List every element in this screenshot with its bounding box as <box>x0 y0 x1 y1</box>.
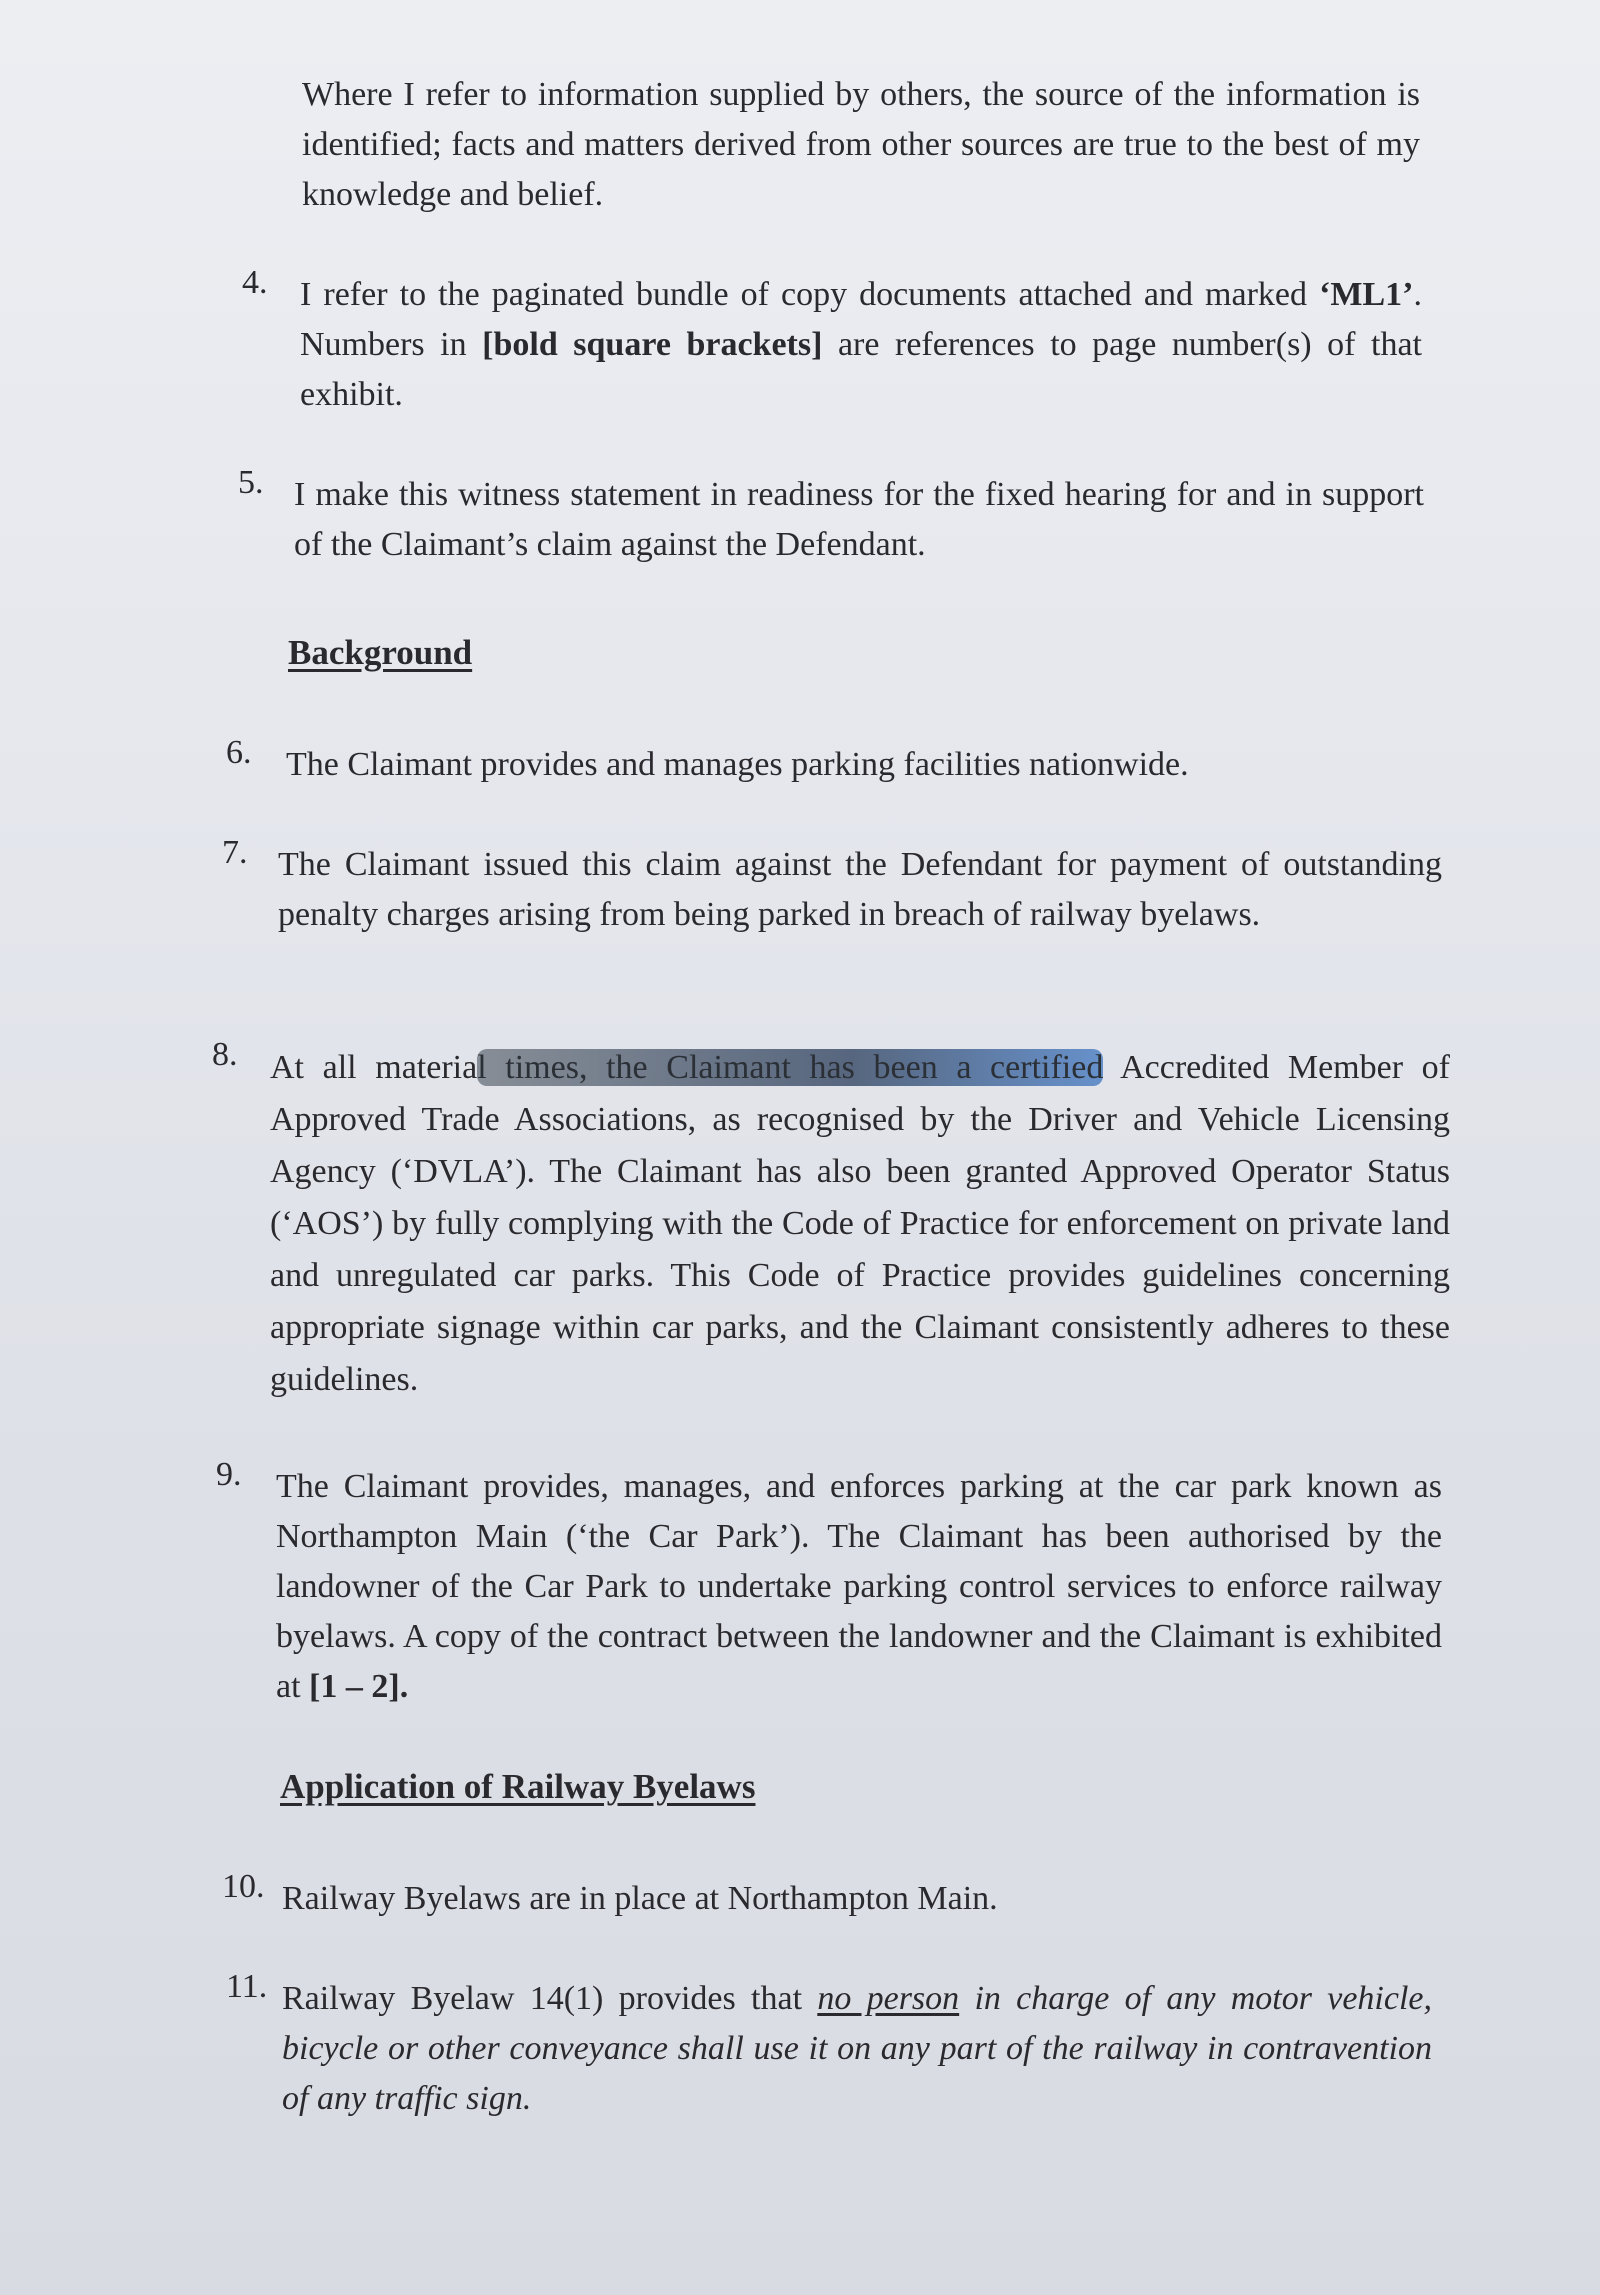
paragraph-10-text: Railway Byelaws are in place at Northampton Main. <box>282 1880 998 1917</box>
paragraph-8-text-b: Accredited Member of Approved Trade Associations, as recognised by the Driver and Vehicle Licensing Agency (‘DVLA’). The Claimant has also been granted Approved Operator Status (‘AOS’) by fully complying with the Code of Practice for enforcement on private land and unregulated car parks. This Code of Practice provides guidelines concerning appropriate signage within car parks, and the Claimant consistently adheres to these guidelines. <box>270 1049 1451 1398</box>
paragraph-9-number: 9. <box>216 1456 242 1493</box>
paragraph-4-number: 4. <box>242 264 268 301</box>
paragraph-9 <box>276 1462 1442 1712</box>
paragraph-8-number: 8. <box>212 1036 238 1073</box>
paragraph-7-text: The Claimant issued this claim against the Defendant for payment of outstanding penalty charges arising from being parked in breach of railway byelaws. <box>278 846 1442 933</box>
paragraph-8 <box>270 1042 1450 1406</box>
redaction-marker: l times, the Claimant has been a certified <box>477 1049 1104 1086</box>
paragraph-8-text-a: At all materia <box>270 1049 478 1086</box>
paragraph-10 <box>282 1874 1442 1924</box>
paragraph-7 <box>278 840 1442 940</box>
exhibit-page-reference: [1 – 2]. <box>309 1668 409 1705</box>
heading-background: Background <box>288 633 473 672</box>
paragraph-6-text: The Claimant provides and manages parking facilities nationwide. <box>286 746 1189 783</box>
paragraph-11 <box>282 1974 1432 2124</box>
heading-application-of-railway-byelaws: Application of Railway Byelaws <box>280 1767 756 1806</box>
paragraph-4-text-c: are references to page number(s) of that exhibit. <box>300 326 1423 413</box>
paragraph-9-text: The Claimant provides, manages, and enforces parking at the car park known as Northampton Main (‘the Car Park’). The Claimant has been authorised by the landowner of the Car Park to undertake parking control services to enforce railway byelaws. A copy of the contract between the landowner and the Claimant is exhibited at <box>276 1468 1442 1705</box>
paragraph-5-text: I make this witness statement in readiness for the fixed hearing for and in support of the Claimant’s claim against the Defendant. <box>294 476 1424 563</box>
paragraph-4-text-b: . Numbers in <box>300 276 1422 363</box>
paragraph-5 <box>294 470 1424 570</box>
paragraph-6 <box>286 740 1436 790</box>
paragraph-7-number: 7. <box>222 834 248 871</box>
byelaw-quote: in charge of any motor vehicle, bicycle or other conveyance shall use it on any part of the railway in contravention of any traffic sign. <box>282 1980 1432 2117</box>
paragraph-3-continuation <box>302 70 1420 220</box>
paragraph-11-number: 11. <box>226 1968 268 2005</box>
paragraph-3-text: Where I refer to information supplied by others, the source of the information is identified; facts and matters derived from other sources are true to the best of my knowledge and belief. <box>302 76 1420 213</box>
paragraph-4 <box>300 270 1422 420</box>
bold-square-brackets-note: [bold square brackets] <box>482 326 823 363</box>
paragraph-4-text-a: I refer to the paginated bundle of copy documents attached and marked <box>300 276 1320 313</box>
paragraph-5-number: 5. <box>238 464 264 501</box>
exhibit-reference-ml1: ‘ML1’ <box>1319 276 1414 313</box>
paragraph-10-number: 10. <box>222 1868 265 1905</box>
emphasis-no-person: no person <box>817 1980 960 2017</box>
paragraph-11-text-a: Railway Byelaw 14(1) provides that <box>282 1980 818 2017</box>
paragraph-6-number: 6. <box>226 734 252 771</box>
